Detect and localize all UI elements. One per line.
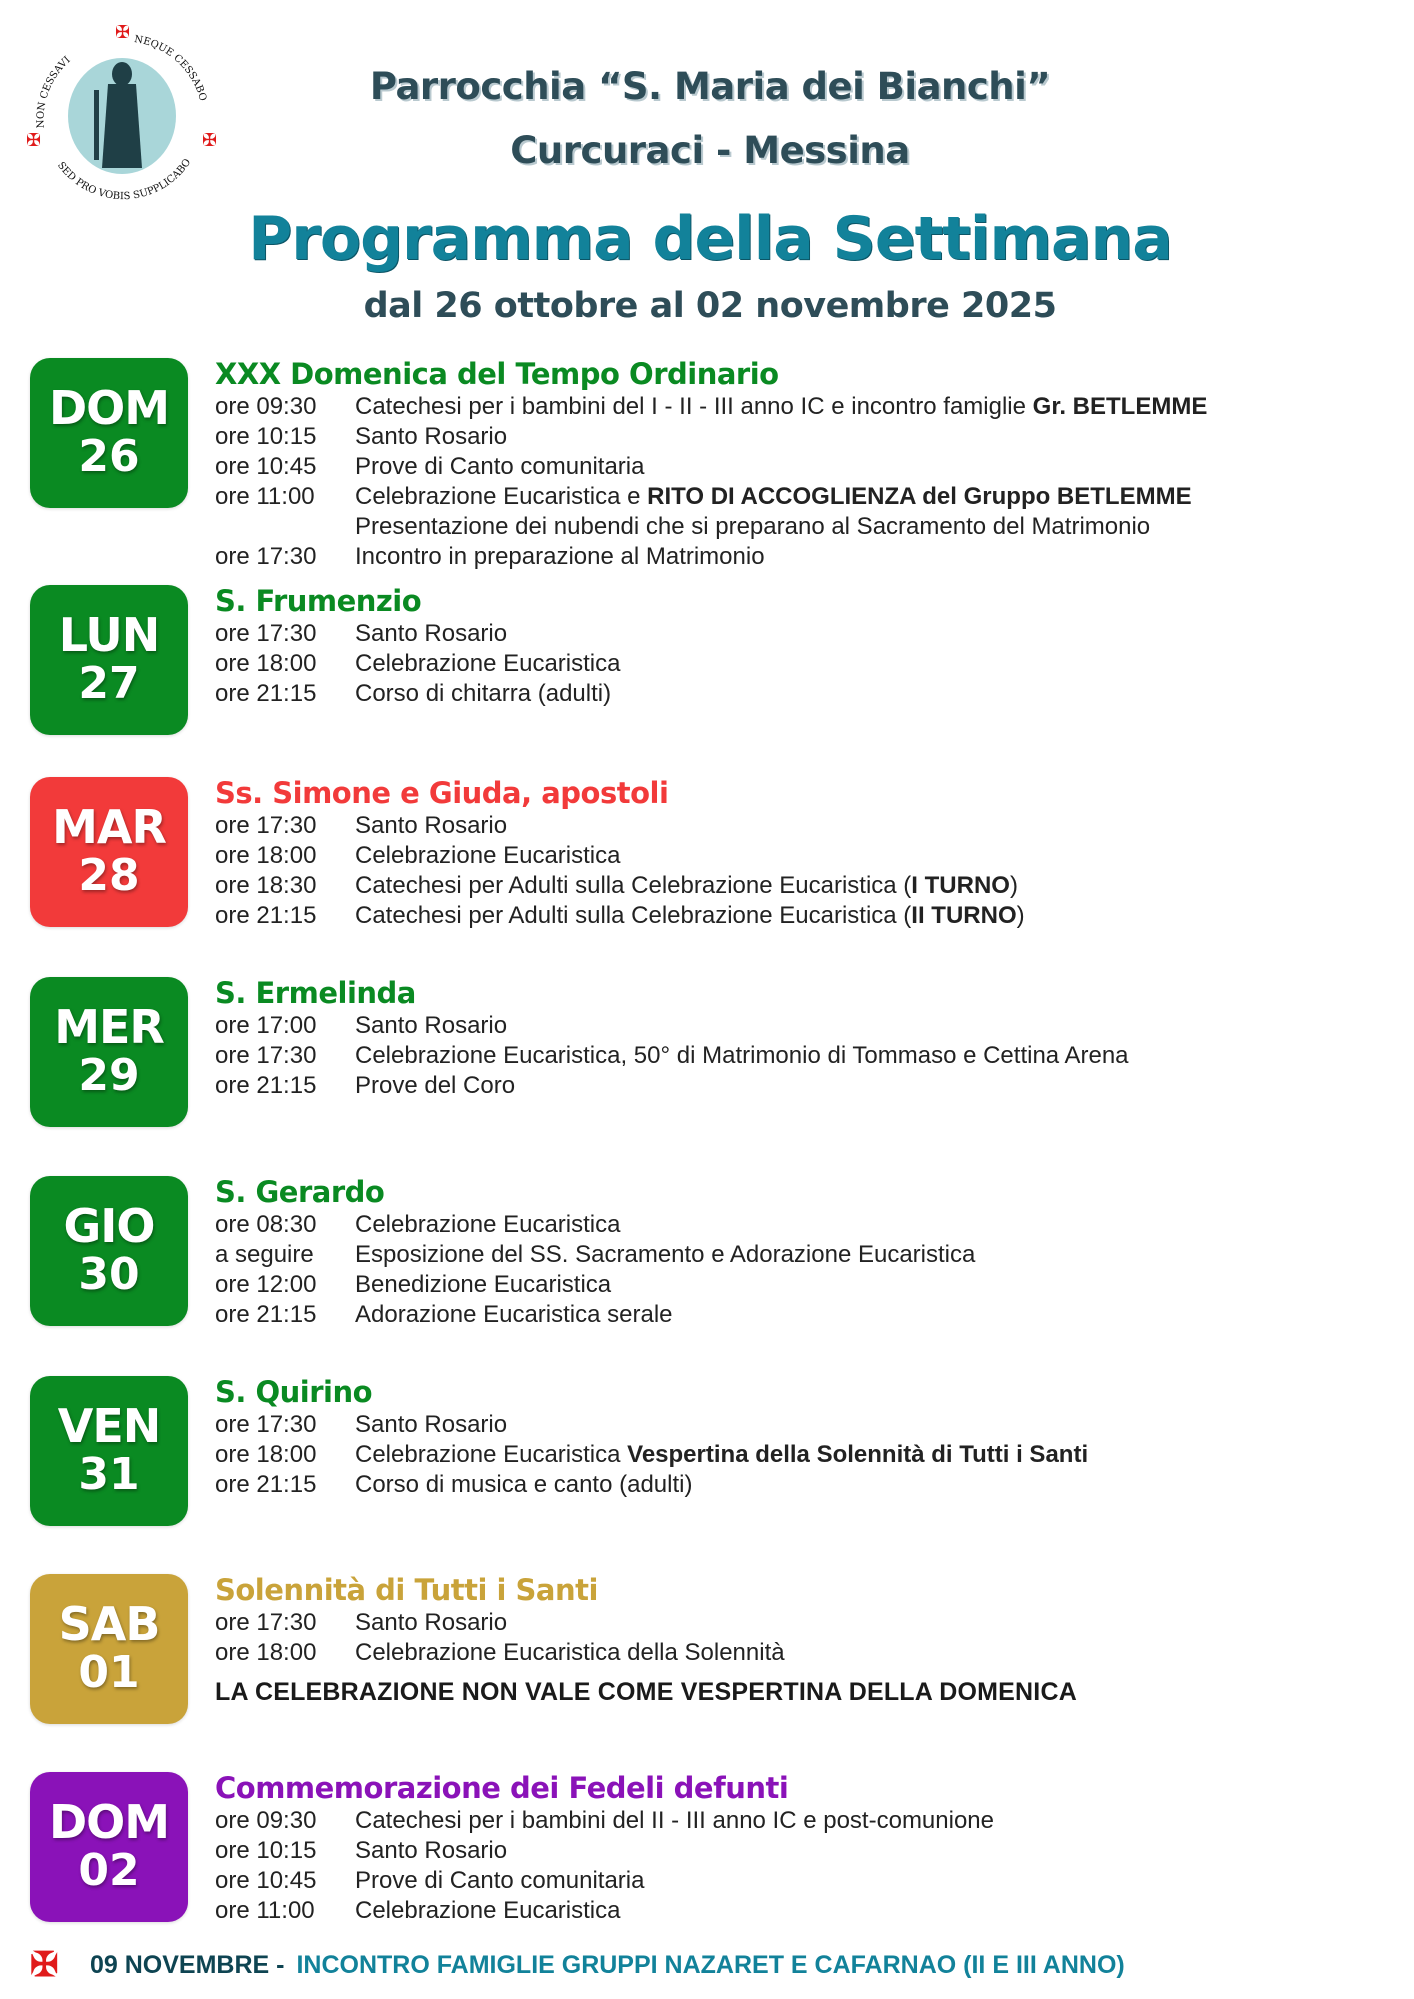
event-row [215, 1300, 975, 1330]
event-time: ore 10:45 [215, 453, 317, 480]
event-text: Santo Rosario [355, 1411, 508, 1438]
event-description [355, 871, 1018, 901]
event-text: Santo Rosario [355, 620, 508, 647]
event-text-end: ) [1009, 872, 1018, 899]
event-time: ore 17:00 [215, 1012, 317, 1039]
event-description [355, 649, 620, 679]
page-title: Programma della Settimana [248, 204, 1172, 274]
parish-name: Parrocchia “S. Maria dei Bianchi” [369, 65, 1051, 108]
event-row [215, 542, 1207, 572]
event-highlight: II TURNO [911, 902, 1017, 929]
event-highlight: Gr. BETLEMME [1032, 393, 1208, 420]
event-highlight: RITO DI ACCOGLIENZA del Gruppo BETLEMME [647, 483, 1192, 510]
event-description [355, 901, 1025, 931]
event-row [215, 1011, 1129, 1041]
event-text: Catechesi per i bambini del II - III anno IC e post-comunione [355, 1807, 994, 1834]
event-time: ore 17:30 [215, 543, 317, 570]
event-text: Santo Rosario [355, 423, 508, 450]
day-name: DOM [48, 381, 170, 435]
event-text: Celebrazione Eucaristica [355, 650, 621, 677]
event-text: Celebrazione Eucaristica della Solennità [355, 1639, 785, 1666]
day-badge [30, 585, 188, 735]
event-description [355, 811, 507, 841]
event-row [215, 1866, 994, 1896]
event-row [215, 452, 1207, 482]
event-text: Santo Rosario [355, 812, 508, 839]
day-name: LUN [58, 608, 160, 662]
event-time: a seguire [215, 1241, 314, 1268]
event-time: ore 21:15 [215, 902, 317, 929]
saint-title: S. Gerardo [215, 1175, 385, 1209]
day-number: 29 [78, 1050, 140, 1101]
event-time: ore 18:00 [215, 1639, 317, 1666]
day-number: 30 [78, 1249, 140, 1300]
event-text: Celebrazione Eucaristica [355, 842, 621, 869]
svg-text:✠: ✠ [202, 130, 218, 151]
event-highlight: Vespertina della Solennità di Tutti i Santi [627, 1441, 1089, 1468]
day-badge [30, 777, 188, 927]
parish-city: Curcuraci - Messina [510, 129, 910, 172]
saint-title: Commemorazione dei Fedeli defunti [215, 1771, 789, 1805]
day-name: MER [54, 1000, 164, 1054]
event-description [355, 1608, 507, 1638]
event-text: Prove del Coro [355, 1072, 516, 1099]
footer-text: INCONTRO FAMIGLIE GRUPPI NAZARET E CAFARNAO (II E III ANNO) [296, 1950, 1125, 1979]
event-row [215, 1240, 975, 1270]
event-text: Catechesi per i bambini del I - II - III anno IC e incontro famiglie [355, 393, 1033, 420]
day-name: VEN [57, 1399, 161, 1453]
day-details [215, 356, 1207, 572]
event-row [215, 422, 1207, 452]
day-note: LA CELEBRAZIONE NON VALE COME VESPERTINA DELLA DOMENICA [215, 1678, 1077, 1706]
event-row [215, 1836, 994, 1866]
event-description [355, 1210, 620, 1240]
event-row [215, 1896, 994, 1926]
event-time: ore 18:30 [215, 872, 317, 899]
event-time: ore 10:15 [215, 423, 317, 450]
templar-cross-icon: ✠ [30, 1946, 59, 1984]
event-time: ore 09:30 [215, 1807, 317, 1834]
day-details [215, 1374, 1088, 1500]
event-row [215, 811, 1025, 841]
event-time: ore 18:00 [215, 650, 317, 677]
event-row [215, 679, 620, 709]
event-description [355, 392, 1207, 422]
saint-title: Ss. Simone e Giuda, apostoli [215, 776, 669, 810]
saint-title: XXX Domenica del Tempo Ordinario [215, 357, 779, 391]
day-details [215, 1174, 975, 1330]
day-number: 28 [78, 850, 140, 901]
event-row [215, 1210, 975, 1240]
event-description [355, 482, 1192, 512]
event-time: ore 21:15 [215, 1301, 317, 1328]
day-number: 01 [78, 1647, 140, 1698]
saint-title: S. Frumenzio [215, 584, 422, 618]
event-row [215, 1470, 1088, 1500]
event-text: Santo Rosario [355, 1012, 508, 1039]
event-row [215, 901, 1025, 931]
event-description [355, 1011, 507, 1041]
day-details [215, 775, 1025, 931]
event-time: ore 17:30 [215, 620, 317, 647]
event-text: Celebrazione Eucaristica e [355, 483, 648, 510]
event-description [355, 1440, 1088, 1470]
event-row [215, 619, 620, 649]
day-number: 26 [78, 431, 140, 482]
event-time: ore 18:00 [215, 1441, 317, 1468]
event-time: ore 10:15 [215, 1837, 317, 1864]
day-name: DOM [48, 1795, 170, 1849]
day-name: SAB [58, 1597, 160, 1651]
day-badge [30, 1176, 188, 1326]
event-text: Prove di Canto comunitaria [355, 1867, 645, 1894]
day-details [215, 975, 1129, 1101]
day-name: MAR [52, 800, 166, 854]
logo-motto-top: NON CESSAVI [35, 54, 73, 129]
event-time [215, 512, 355, 542]
event-row [215, 1041, 1129, 1071]
event-time: ore 18:00 [215, 842, 317, 869]
event-description [355, 452, 644, 482]
event-text: Santo Rosario [355, 1837, 508, 1864]
event-description [355, 1866, 644, 1896]
footer-date: 09 NOVEMBRE - [90, 1950, 285, 1979]
event-description [355, 1071, 515, 1101]
svg-text:✠: ✠ [115, 22, 131, 43]
event-row [215, 649, 620, 679]
logo-motto-bottom: SED PRO VOBIS SUPPLICABO [54, 157, 194, 203]
event-time: ore 12:00 [215, 1271, 317, 1298]
day-name: GIO [63, 1199, 155, 1253]
event-highlight: I TURNO [911, 872, 1010, 899]
event-text: Benedizione Eucaristica [355, 1271, 612, 1298]
day-badge [30, 1376, 188, 1526]
event-text: Celebrazione Eucaristica [355, 1211, 621, 1238]
event-time: ore 10:45 [215, 1867, 317, 1894]
event-row [215, 1638, 1077, 1668]
event-row [215, 1410, 1088, 1440]
event-time: ore 17:30 [215, 1411, 317, 1438]
event-description [355, 1896, 620, 1926]
event-description [355, 679, 611, 709]
event-text: Catechesi per Adulti sulla Celebrazione Eucaristica ( [355, 902, 912, 929]
event-row [215, 1608, 1077, 1638]
event-description [355, 1240, 975, 1270]
event-time: ore 17:30 [215, 1609, 317, 1636]
event-text: Catechesi per Adulti sulla Celebrazione Eucaristica ( [355, 872, 912, 899]
day-number: 31 [78, 1449, 140, 1500]
day-number: 02 [78, 1845, 140, 1896]
event-description [355, 619, 507, 649]
day-badge [30, 1574, 188, 1724]
event-description [355, 1410, 507, 1440]
event-text: Esposizione del SS. Sacramento e Adorazione Eucaristica [355, 1241, 976, 1268]
event-text-end: ) [1016, 902, 1025, 929]
event-time: ore 08:30 [215, 1211, 317, 1238]
logo-motto-top-right: NEQUE CESSABO [133, 33, 209, 103]
svg-text:NON CESSAVI [35, 55, 72, 129]
day-details [215, 1770, 994, 1926]
saint-title: S. Ermelinda [215, 976, 416, 1010]
svg-text:✠: ✠ [26, 130, 42, 151]
event-row [215, 482, 1207, 512]
event-text: Celebrazione Eucaristica [355, 1897, 621, 1924]
event-row [215, 1071, 1129, 1101]
event-description [355, 1041, 1129, 1071]
event-description [355, 1270, 611, 1300]
event-description [355, 542, 765, 572]
event-text: Santo Rosario [355, 1609, 508, 1636]
event-text: Adorazione Eucaristica serale [355, 1301, 673, 1328]
event-description [355, 512, 1150, 542]
event-description [355, 1638, 785, 1668]
event-description [355, 1806, 994, 1836]
event-time: ore 21:15 [215, 680, 317, 707]
day-number: 27 [78, 658, 140, 709]
day-details [215, 1572, 1077, 1707]
event-row [215, 512, 1207, 542]
event-text: Corso di musica e canto (adulti) [355, 1471, 693, 1498]
day-badge [30, 358, 188, 508]
event-time: ore 21:15 [215, 1471, 317, 1498]
event-row [215, 1806, 994, 1836]
event-time: ore 17:30 [215, 1042, 317, 1069]
saint-title: S. Quirino [215, 1375, 373, 1409]
day-badge [30, 1772, 188, 1922]
event-description [355, 1836, 507, 1866]
event-row [215, 1270, 975, 1300]
event-text: Prove di Canto comunitaria [355, 453, 645, 480]
event-row [215, 841, 1025, 871]
event-text: Presentazione dei nubendi che si preparano al Sacramento del Matrimonio [355, 513, 1151, 540]
event-description [355, 1470, 692, 1500]
event-text: Incontro in preparazione al Matrimonio [355, 543, 765, 570]
event-time: ore 11:00 [215, 483, 315, 510]
event-row [215, 1440, 1088, 1470]
event-description [355, 422, 507, 452]
day-badge [30, 977, 188, 1127]
event-text: Celebrazione Eucaristica [355, 1441, 628, 1468]
event-time: ore 21:15 [215, 1072, 317, 1099]
footer-announcement [30, 1945, 1125, 1985]
event-row [215, 392, 1207, 422]
event-time: ore 17:30 [215, 812, 317, 839]
day-details [215, 583, 620, 709]
event-time: ore 11:00 [215, 1897, 315, 1924]
event-row [215, 871, 1025, 901]
event-description [355, 1300, 673, 1330]
date-range: dal 26 ottobre al 02 novembre 2025 [363, 286, 1057, 326]
event-text: Celebrazione Eucaristica, 50° di Matrimonio di Tommaso e Cettina Arena [355, 1042, 1129, 1069]
parish-logo [22, 18, 222, 203]
saint-title: Solennità di Tutti i Santi [215, 1573, 598, 1607]
event-text: Corso di chitarra (adulti) [355, 680, 612, 707]
event-time: ore 09:30 [215, 393, 317, 420]
event-description [355, 841, 620, 871]
logo-emblem [22, 18, 222, 203]
